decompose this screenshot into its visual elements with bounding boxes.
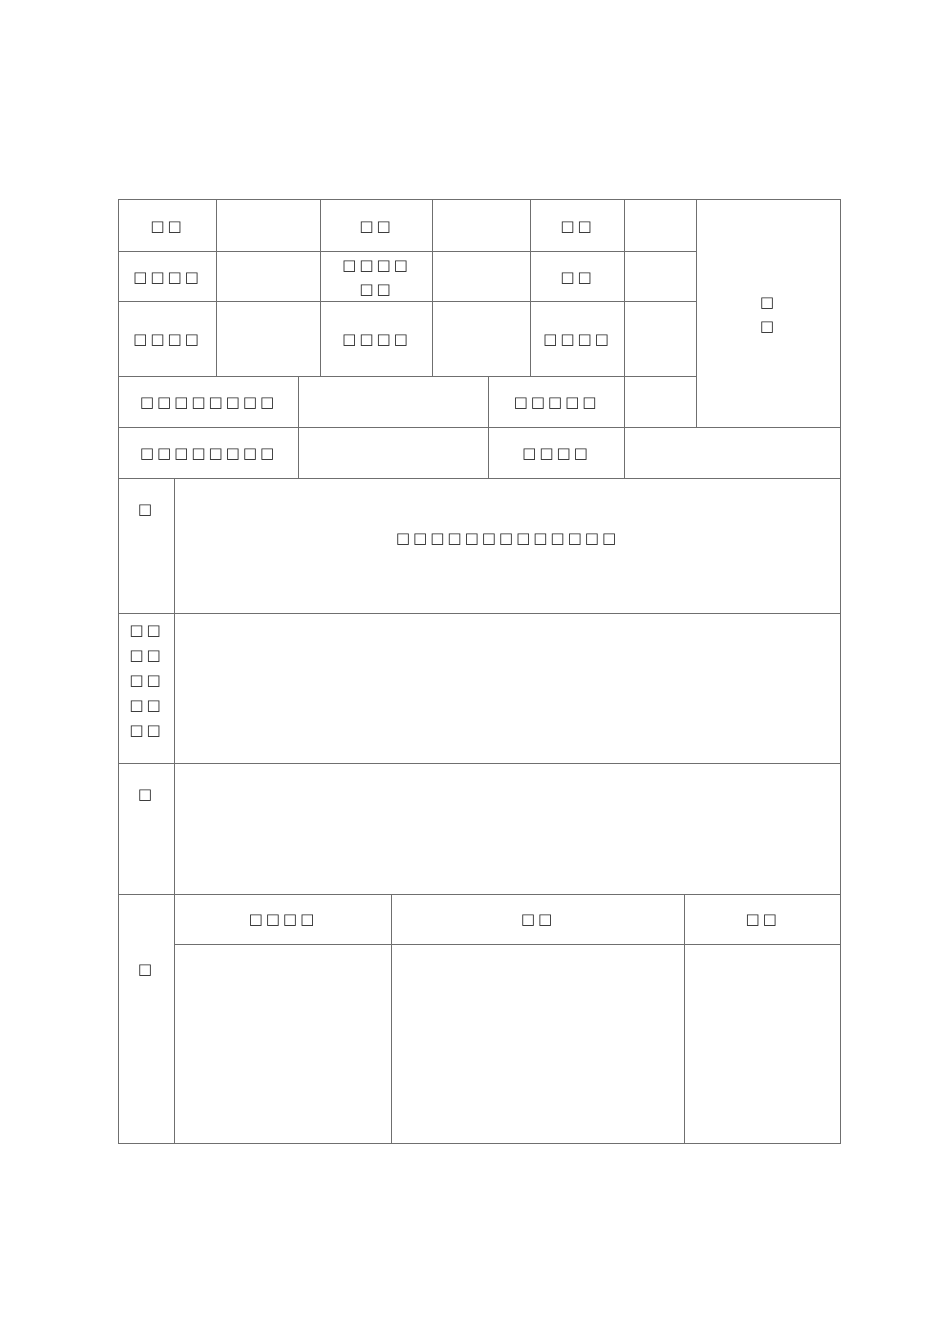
label-line: □□: [129, 721, 164, 739]
field-cell[interactable]: [433, 252, 531, 302]
label-line: □□: [129, 696, 164, 714]
section-field[interactable]: [175, 614, 841, 764]
sub-table-field[interactable]: [685, 944, 840, 1143]
section-label: □: [119, 479, 175, 614]
label-line: □□: [129, 646, 164, 664]
section-field[interactable]: [175, 764, 841, 895]
label-cell: □□: [531, 200, 625, 252]
label-cell-two-line: [321, 252, 433, 302]
label-cell: □□□□□□□□: [119, 377, 299, 428]
field-cell[interactable]: [433, 302, 531, 377]
field-cell[interactable]: [625, 252, 697, 302]
label-cell: □□: [119, 200, 217, 252]
label-cell: □□□□□: [489, 377, 625, 428]
label-line: □□: [129, 621, 164, 639]
sub-table-cell: [175, 895, 841, 1144]
label-line: □□: [359, 279, 394, 298]
field-cell[interactable]: [217, 200, 321, 252]
field-cell[interactable]: [625, 302, 697, 377]
label-cell: □□□□: [531, 302, 625, 377]
label-line: □□□□: [342, 255, 411, 274]
column-header: □□: [685, 895, 840, 944]
column-header: □□□□: [175, 895, 391, 944]
label-cell: □□□□: [119, 252, 217, 302]
label-cell: □□: [531, 252, 625, 302]
field-cell[interactable]: [217, 252, 321, 302]
field-cell[interactable]: [433, 200, 531, 252]
section-note: □□□□□□□□□□□□□: [175, 479, 841, 614]
sub-table-field[interactable]: [175, 944, 391, 1143]
application-form: [118, 199, 841, 1144]
field-cell[interactable]: [217, 302, 321, 377]
field-cell[interactable]: [299, 377, 489, 428]
field-cell[interactable]: [625, 200, 697, 252]
label-cell: □□□□: [321, 302, 433, 377]
label-cell: □□□□□□□□: [119, 428, 299, 479]
section-label-vertical: [119, 614, 175, 764]
label-line: □□: [129, 671, 164, 689]
section-label: □: [119, 895, 175, 1144]
label-cell: □□□□: [119, 302, 217, 377]
photo-cell[interactable]: [697, 200, 841, 428]
field-cell[interactable]: [625, 377, 697, 428]
section-label: □: [119, 764, 175, 895]
label-cell: □□: [321, 200, 433, 252]
sub-table: [175, 895, 840, 1143]
label-cell: □□□□: [489, 428, 625, 479]
sub-table-field[interactable]: [391, 944, 684, 1143]
photo-label-line1: □: [759, 292, 778, 311]
field-cell[interactable]: [299, 428, 489, 479]
photo-label-line2: □: [759, 316, 778, 335]
field-cell[interactable]: [625, 428, 841, 479]
column-header: □□: [391, 895, 684, 944]
